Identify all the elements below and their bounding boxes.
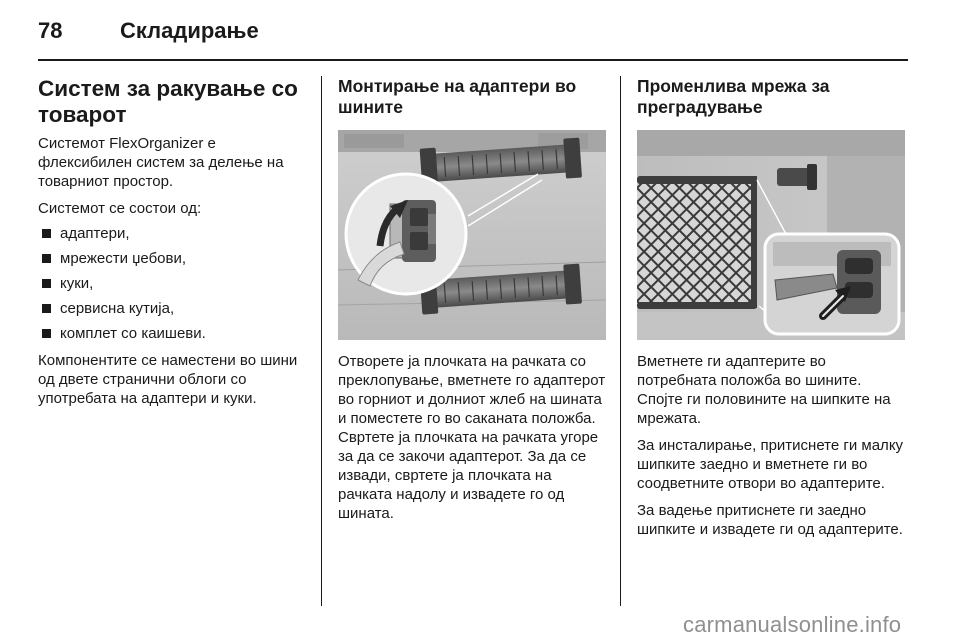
column-divider	[321, 76, 322, 606]
net-paragraph-3: За вадење притиснете ги заедно шипките и извадете ги од адаптерите.	[637, 502, 903, 538]
partition-net-illustration	[637, 130, 905, 340]
column-net	[637, 76, 905, 539]
outro-paragraph: Компонентите се наместени во шини од двете странични облоги со употребата на адаптери и куки.	[38, 352, 298, 407]
section-title-net: Променлива мрежа за преградување	[637, 76, 830, 117]
bullet-square-icon	[42, 254, 51, 263]
list-item: адаптери,	[38, 224, 306, 243]
page-number: 78	[38, 18, 63, 43]
consists-of-paragraph: Системот се состои од:	[38, 200, 202, 217]
column-flexorganizer	[38, 76, 306, 408]
watermark: carmanualsonline.info	[683, 612, 902, 637]
list-item: комплет со каишеви.	[38, 324, 306, 343]
adapters-paragraph: Отворете ја плочката на рачката со преклопување, вметнете го адаптерот во горниот и долниот жлеб на шината и поместете го во саканата положба. Свртете ја плочката на рачката угоре за да се закочи адаптерот. За да се извади, свртете ја плочката на рачката надолу и извадете го од шината.	[338, 353, 606, 522]
intro-paragraph: Системот FlexOrganizer е флексибилен систем за делење на товарниот простор.	[38, 135, 284, 190]
adapter-rail-illustration	[338, 130, 606, 340]
figure-adapter-rail	[338, 130, 606, 340]
net-paragraph-1: Вметнете ги адаптерите во потребната положба во шините. Спојте ги половините на шипките на мрежата.	[637, 353, 891, 427]
header-rule	[38, 59, 908, 61]
bullet-square-icon	[42, 329, 51, 338]
section-title-flexorganizer: Систем за ракување со товарот	[38, 76, 298, 127]
running-title: Складирање	[120, 18, 259, 43]
bullet-square-icon	[42, 304, 51, 313]
bullet-square-icon	[42, 279, 51, 288]
column-divider	[620, 76, 621, 606]
list-item: куки,	[38, 274, 306, 293]
net-paragraph-2: За инсталирање, притиснете ги малку шипките заедно и вметнете ги во соодветните отвори во адаптерите.	[637, 437, 904, 492]
list-item: мрежести џебови,	[38, 249, 306, 268]
list-item: сервисна кутија,	[38, 299, 306, 318]
column-adapters	[338, 76, 606, 523]
figure-partition-net	[637, 130, 905, 340]
page-header	[38, 18, 908, 48]
section-title-adapters: Монтирање на адаптери во шините	[338, 76, 577, 117]
bullet-square-icon	[42, 229, 51, 238]
component-list	[38, 224, 306, 343]
